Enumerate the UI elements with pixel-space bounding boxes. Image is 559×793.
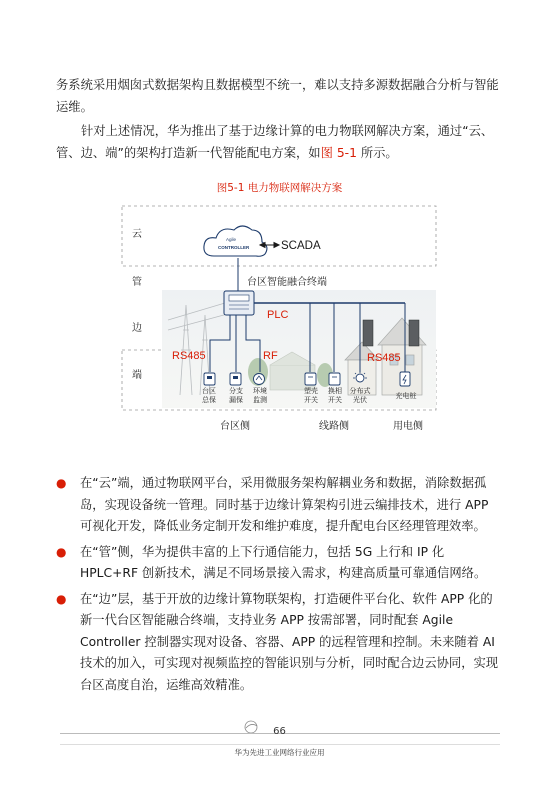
paragraph-text: 针对上述情况，华为推出了基于边缘计算的电力物联网解决方案，通过“云、管、边、端”的架构打造新一代智能配电方案，如	[56, 124, 494, 160]
side-label-line: 线路侧	[319, 421, 349, 432]
device-label-env-monitor-2: 监测	[253, 397, 267, 404]
device-icon-mccb-switch	[305, 373, 316, 385]
device-icon-area-breaker	[204, 373, 215, 385]
layer-label-pipe: 管	[132, 277, 142, 288]
bullet-item-pipe	[56, 542, 504, 585]
rs485-left-label: RS485	[172, 350, 206, 362]
rs485-right-label: RS485	[367, 352, 401, 364]
device-label-branch-breaker-2: 漏保	[229, 397, 243, 404]
layer-label-end: 端	[132, 370, 142, 381]
layer-label-edge: 边	[132, 323, 142, 334]
device-label-pv-2: 光伏	[353, 397, 367, 404]
device-label-mccb-1: 塑壳	[304, 388, 318, 395]
device-label-area-breaker-1: 台区	[202, 388, 216, 395]
device-icon-env-monitor	[254, 374, 265, 385]
footer-caption: 华为先进工业网络行业应用	[234, 748, 325, 757]
scada-label: SCADA	[281, 240, 321, 252]
page-number: 66	[273, 726, 286, 737]
agile-brand-text: Agile	[226, 237, 237, 242]
device-label-mccb-2: 开关	[304, 397, 318, 404]
device-label-area-breaker-2: 总保	[202, 397, 216, 404]
device-label-branch-breaker-1: 分支	[229, 388, 243, 395]
bullet-list	[56, 473, 504, 700]
layer-label-cloud: 云	[132, 229, 142, 240]
paragraph-intro: 务系统采用烟囱式数据架构且数据模型不统一，难以支持多源数据融合分析与智能运维。	[56, 78, 499, 114]
plc-label: PLC	[267, 309, 289, 321]
bidirectional-arrow-icon	[260, 243, 279, 248]
device-label-phase-1: 换相	[328, 388, 342, 395]
cabinet-icon-right	[409, 320, 419, 346]
device-label-charger: 充电桩	[395, 393, 417, 400]
cabinet-icon-left	[363, 320, 373, 346]
cloud-layer-box	[122, 206, 436, 266]
bullet-text: 在“管”侧，华为提供丰富的上下行通信能力，包括 5G 上行和 IP 化 HPLC+RF 创新技术，满足不同场景接入需求，构建高质量可靠通信网络。	[80, 544, 487, 580]
side-label-user: 用电侧	[393, 421, 423, 432]
device-icon-branch-breaker	[230, 373, 241, 385]
device-label-pv-1: 分布式	[349, 388, 371, 395]
bullet-text: 在“边”层，基于开放的边缘计算物联架构，打造硬件平台化、软件 APP 化的新一代台区智能融合终端，支持业务 APP 按需部署，同时配套 Agile Controller 控制器实现对设备、容器、APP 的远程管理和控制。未来随着 AI 技术的加入，可实现对视频监控的智能识别与分析，同时配合边云协同，实现台区高度自治，运维高效精准。	[80, 591, 499, 692]
rf-label: RF	[263, 350, 278, 362]
terminal-label: 台区智能融合终端	[247, 277, 327, 288]
side-label-area: 台区侧	[220, 421, 250, 432]
device-icon-charging-pile	[400, 372, 410, 386]
paragraph-text-end: 所示。	[356, 146, 398, 160]
figure-title: 图5-1 电力物联网解决方案	[216, 182, 343, 194]
bullet-item-cloud	[56, 473, 504, 538]
bullet-item-edge	[56, 589, 504, 697]
agile-controller-text: CONTROLLER	[218, 245, 250, 250]
terminal-device-icon	[224, 291, 254, 315]
bullet-dot-icon: ●	[56, 476, 67, 490]
bullet-text: 在“云”端，通过物联网平台，采用微服务架构解耦业务和数据，消除数据孤岛，实现设备统一管理。同时基于边缘计算架构引进云编排技术，进行 APP 可视化开发，降低业务定制开发和维护难度，提升配电台区经理管理效率。	[80, 476, 489, 533]
figure-reference-link[interactable]: 图 5-1	[320, 146, 357, 160]
device-icon-phase-switch	[329, 373, 340, 385]
device-label-phase-2: 开关	[328, 397, 342, 404]
footer-divider-lower	[60, 744, 500, 745]
bullet-dot-icon: ●	[56, 591, 67, 606]
bullet-dot-icon: ●	[56, 544, 67, 559]
device-label-env-monitor-1: 环境	[253, 388, 267, 395]
